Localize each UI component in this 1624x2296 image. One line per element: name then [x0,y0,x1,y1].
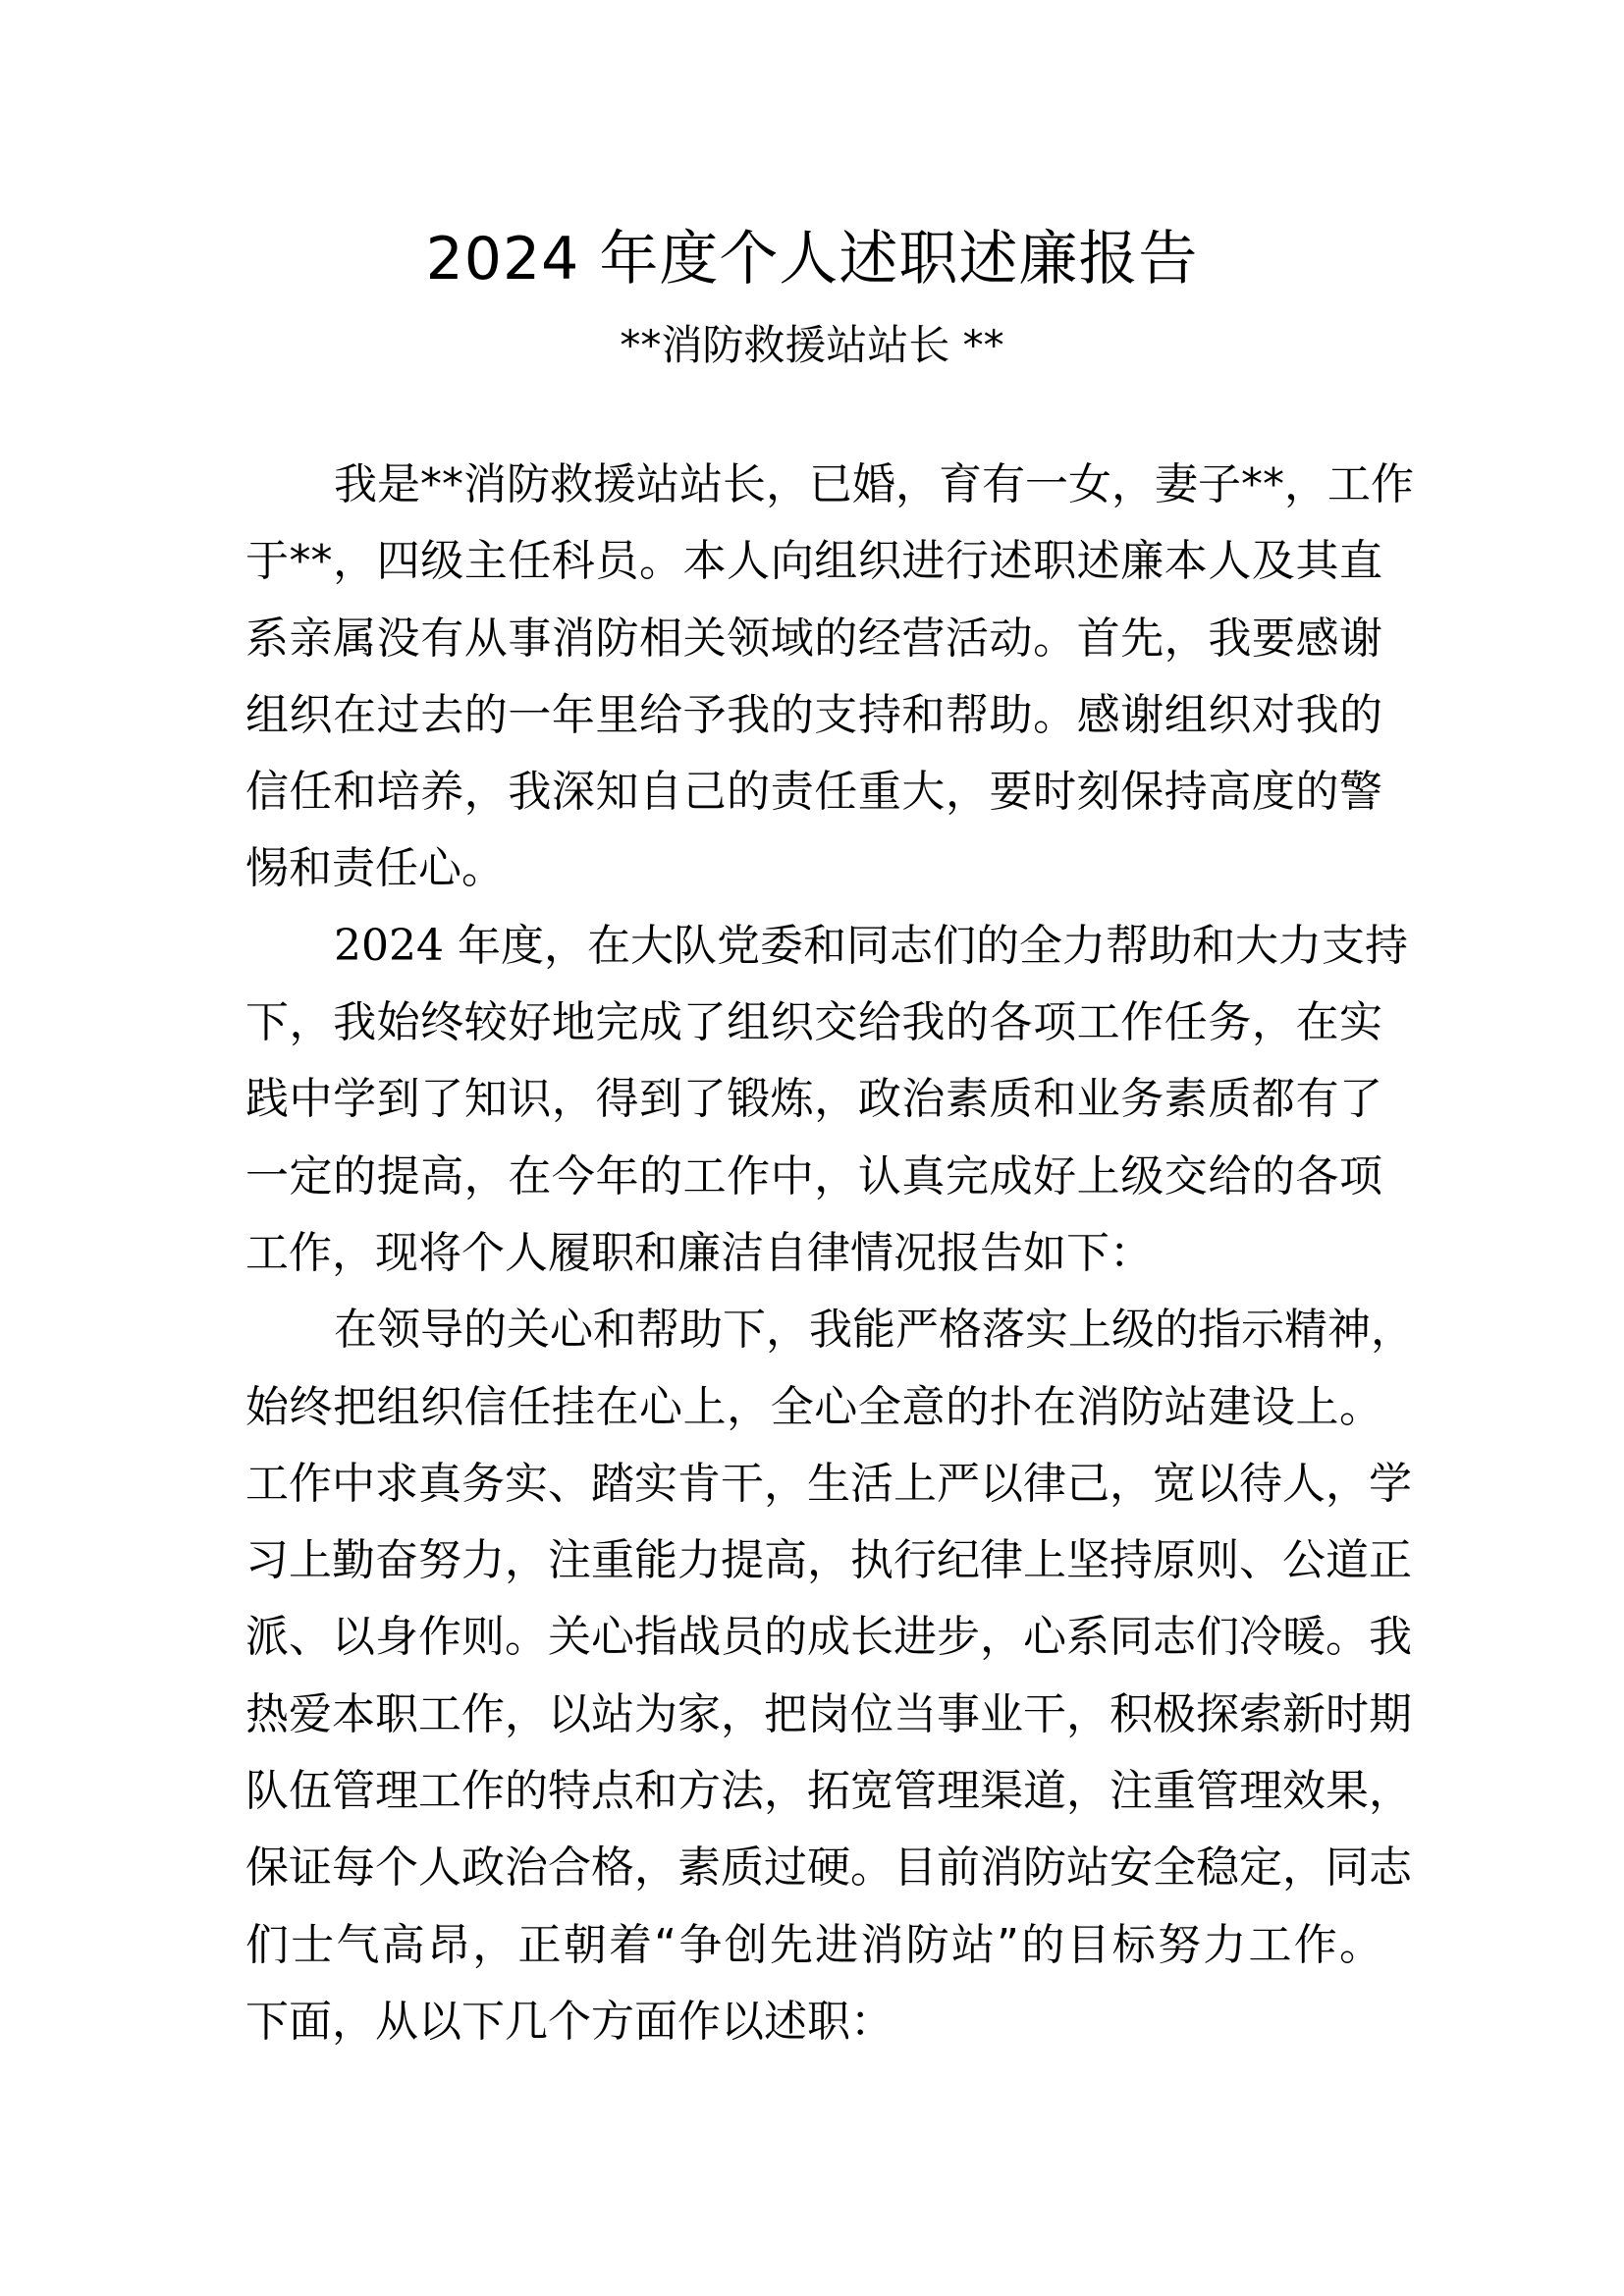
text-line: 派、以身作则。关心指战员的成长进步，心系同志们冷暖。我 [245,1612,1412,1663]
text-line: 在领导的关心和帮助下，我能严格落实上级的指示精神， [334,1305,1414,1356]
text-line: 惕和责任心。 [245,843,505,894]
text-line: 工作，现将个人履职和廉洁自律情况报告如下： [245,1227,1153,1278]
text-line [245,908,1408,985]
text-line: 们士气高昂，正朝着“争创先进消防站”的目标努力工作。 [245,1919,1382,1970]
text-line: 队伍管理工作的特点和方法，拓宽管理渠道，注重管理效果， [245,1766,1412,1817]
text-line: 热爱本职工作，以站为家，把岗位当事业干，积极探索新时期 [245,1688,1412,1739]
text-line: 我是**消防救援站站长，已婚，育有一女，妻子**，工作 [334,459,1414,509]
year-number: 2024 [334,920,444,971]
text-line-rest: 年度，在大队党委和同志们的全力帮助和大力支持 [443,920,1408,971]
text-line: 组织在过去的一年里给予我的支持和帮助。感谢组织对我的 [245,689,1382,740]
text-line: 于**，四级主任科员。本人向组织进行述职述廉本人及其直 [245,536,1382,587]
text-line: 始终把组织信任挂在心上，全心全意的扑在消防站建设上。 [245,1381,1382,1432]
text-line: 信任和培养，我深知自己的责任重大，要时刻保持高度的警 [245,767,1382,818]
text-line: 下面，从以下几个方面作以述职： [245,1996,893,2047]
text-line: 践中学到了知识，得到了锻炼，政治素质和业务素质都有了 [245,1074,1382,1125]
text-line: 工作中求真务实、踏实肯干，生活上严以律己，宽以待人，学 [245,1458,1412,1509]
document-body [245,447,1414,2060]
text-line: 系亲属没有从事消防相关领域的经营活动。首先，我要感谢 [245,613,1382,664]
paragraph-annual-summary [245,908,1408,1292]
text-line: 下，我始终较好地完成了组织交给我的各项工作任务，在实 [245,997,1382,1048]
document-title: 2024 年度个人述职述廉报告 [425,225,1199,294]
document-subtitle: **消防救援站站长 ** [620,321,1004,369]
text-line: 一定的提高，在今年的工作中，认真完成好上级交给的各项 [245,1150,1382,1201]
text-line: 习上勤奋努力，注重能力提高，执行纪律上坚持原则、公道正 [245,1535,1412,1586]
paragraph-work-performance [245,1292,1414,2060]
paragraph-personal-info [245,447,1414,908]
text-line: 保证每个人政治合格，素质过硬。目前消防站安全稳定，同志 [245,1842,1412,1894]
